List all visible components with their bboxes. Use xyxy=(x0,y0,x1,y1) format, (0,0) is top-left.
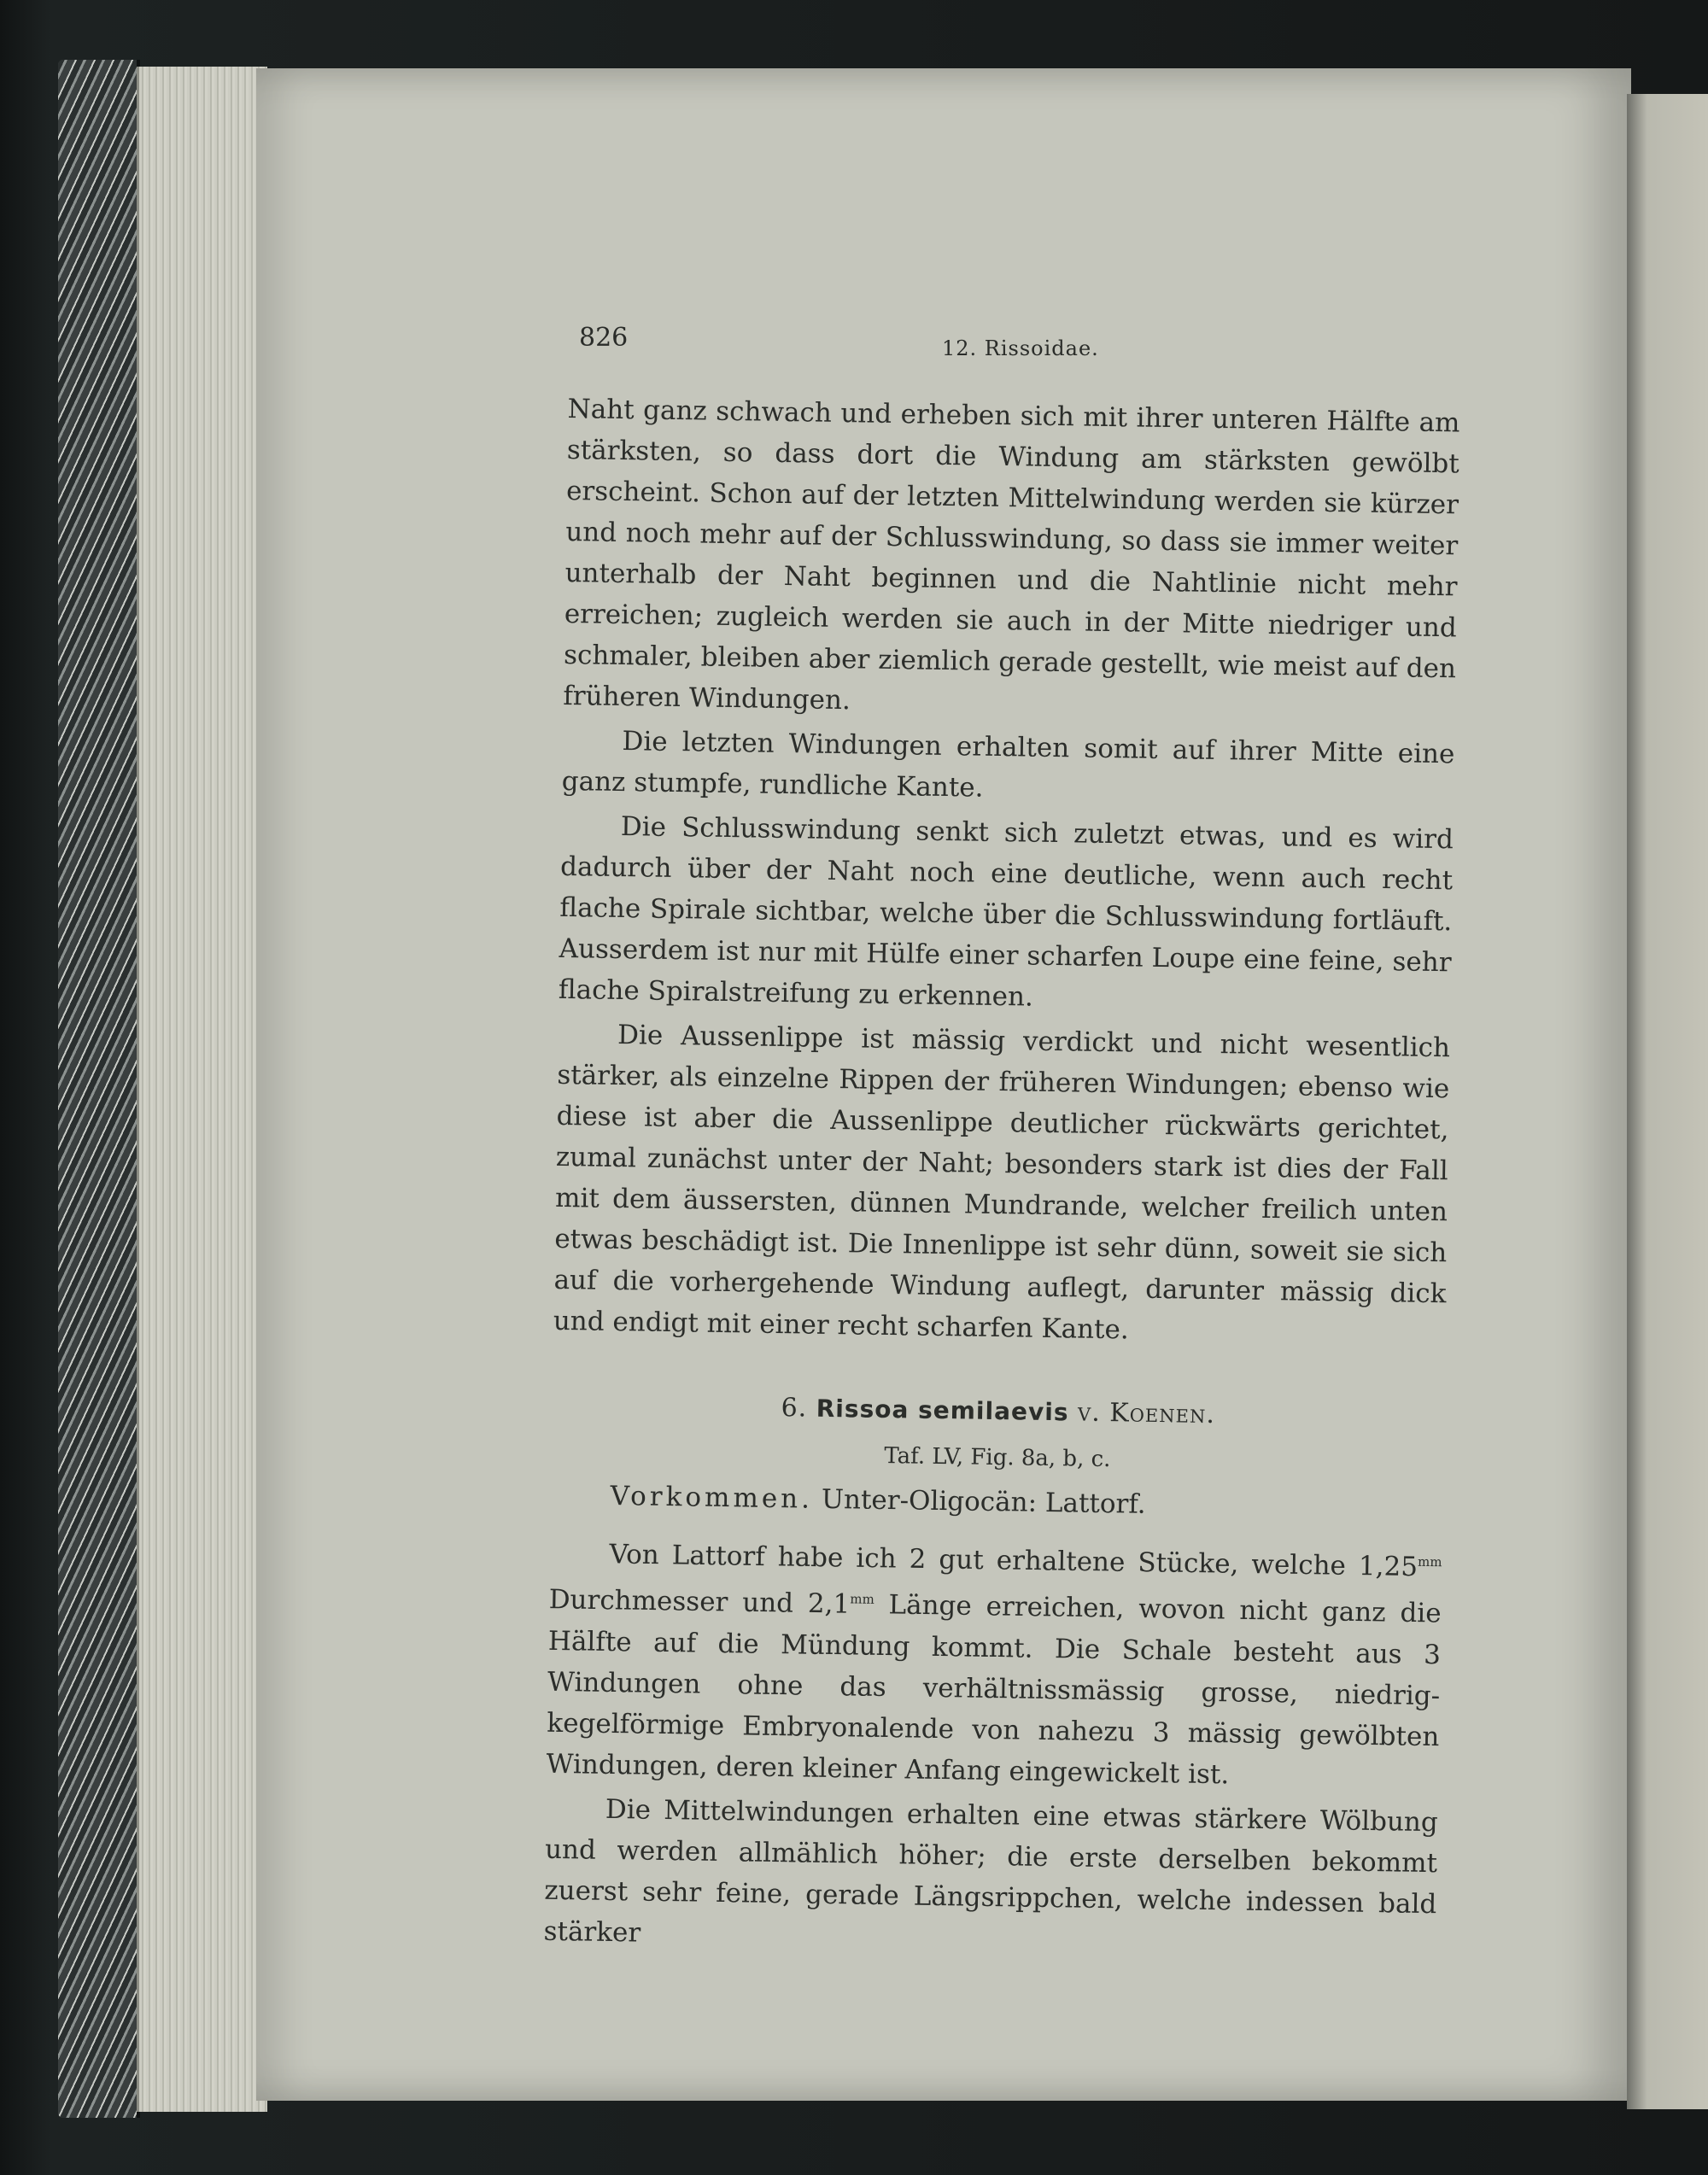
paragraph: Die Mittelwindungen erhalten eine etwas stärkere Wölbung und werden allmählich höher; die erste derselben bekommt zuerst sehr feine, gerade Längsrippchen, welche indessen bald stärker xyxy=(543,1793,1439,1949)
paragraph xyxy=(546,1528,1442,1798)
description-text: Durchmesser und 2,1 xyxy=(548,1584,851,1621)
species-number: 6. xyxy=(781,1393,808,1424)
paragraph: Die Aussenlippe ist mässig verdickt und nicht wesentlich stärker, als einzelne Rippen der früheren Windungen; ebenso wie diese ist aber die Aussenlippe deutlicher rückwärts gerichtet, zumal zunächst unter der Naht; besonders stark ist dies der Fall mit dem äussersten, dünnen Mundrande, welcher freilich unten etwas beschädigt ist. Die Innenlippe ist sehr dünn, soweit sie sich auf die vorhergehende Windung auflegt, darunter mässig dick und endigt mit einer recht scharfen Kante. xyxy=(553,1020,1451,1346)
paragraph: Die Schlusswindung senkt sich zuletzt etwas, und es wird dadurch über der Naht noch eine deutliche, wenn auch recht flache Spirale sichtbar, welche über die Schlusswindung fortläuft. Ausserdem ist nur mit Hülfe einer scharfen Loupe eine feine, sehr flache Spiralstreifung zu erkennen. xyxy=(558,811,1454,1013)
plate-reference: Taf. LV, Fig. 8a, b, c. xyxy=(884,1442,1111,1473)
occurrence-value: Unter-Oligocän: Lattorf. xyxy=(821,1483,1146,1520)
description-text: Länge erreichen, wovon nicht ganz die Hälfte auf die Mündung kommt. Die Schale besteht aus 3 Windungen ohne das verhältnissmässig grosse, niedrig-kegelförmige Embryonalende von nahezu 3 mässig gewölbten Windungen, deren kleiner Anfang eingewickelt ist. xyxy=(546,1589,1442,1791)
body-text xyxy=(543,389,1460,1966)
facing-page-edge xyxy=(1627,94,1708,2109)
page-number: 826 xyxy=(579,323,629,353)
species-heading xyxy=(552,1384,1445,1439)
species-name: Rissoa semilaevis xyxy=(816,1394,1069,1427)
occurrence-label: Vorkommen. xyxy=(610,1480,814,1515)
paragraph-continuation: Naht ganz schwach und erheben sich mit ihrer unteren Hälfte am stärksten, so dass dort die Windung am stärksten gewölbt erscheint. Schon auf der letzten Mittelwindung werden sie kürzer und noch mehr auf der Schlusswindung, so dass sie immer weiter unterhalb der Naht beginnen und die Nahtlinie nicht mehr erreichen; zugleich werden sie auch in der Mitte niedriger und schmaler, bleiben aber ziemlich gerade gestellt, wie meist auf den früheren Windungen. xyxy=(563,393,1460,716)
page-header xyxy=(579,323,1450,365)
page-edges xyxy=(137,67,267,2112)
unit-superscript: mm xyxy=(850,1591,874,1608)
paragraph: Die letzten Windungen erhalten somit auf ihrer Mitte eine ganz stumpfe, rundliche Kante. xyxy=(561,726,1455,804)
unit-superscript: mm xyxy=(1417,1553,1442,1570)
book-cover-marbled xyxy=(58,60,140,2118)
running-head: 12. Rissoidae. xyxy=(942,336,1099,360)
description-text: Von Lattorf habe ich 2 gut erhaltene Stücke, welche 1,25 xyxy=(609,1539,1418,1583)
species-author: v. Koenen. xyxy=(1077,1397,1216,1430)
